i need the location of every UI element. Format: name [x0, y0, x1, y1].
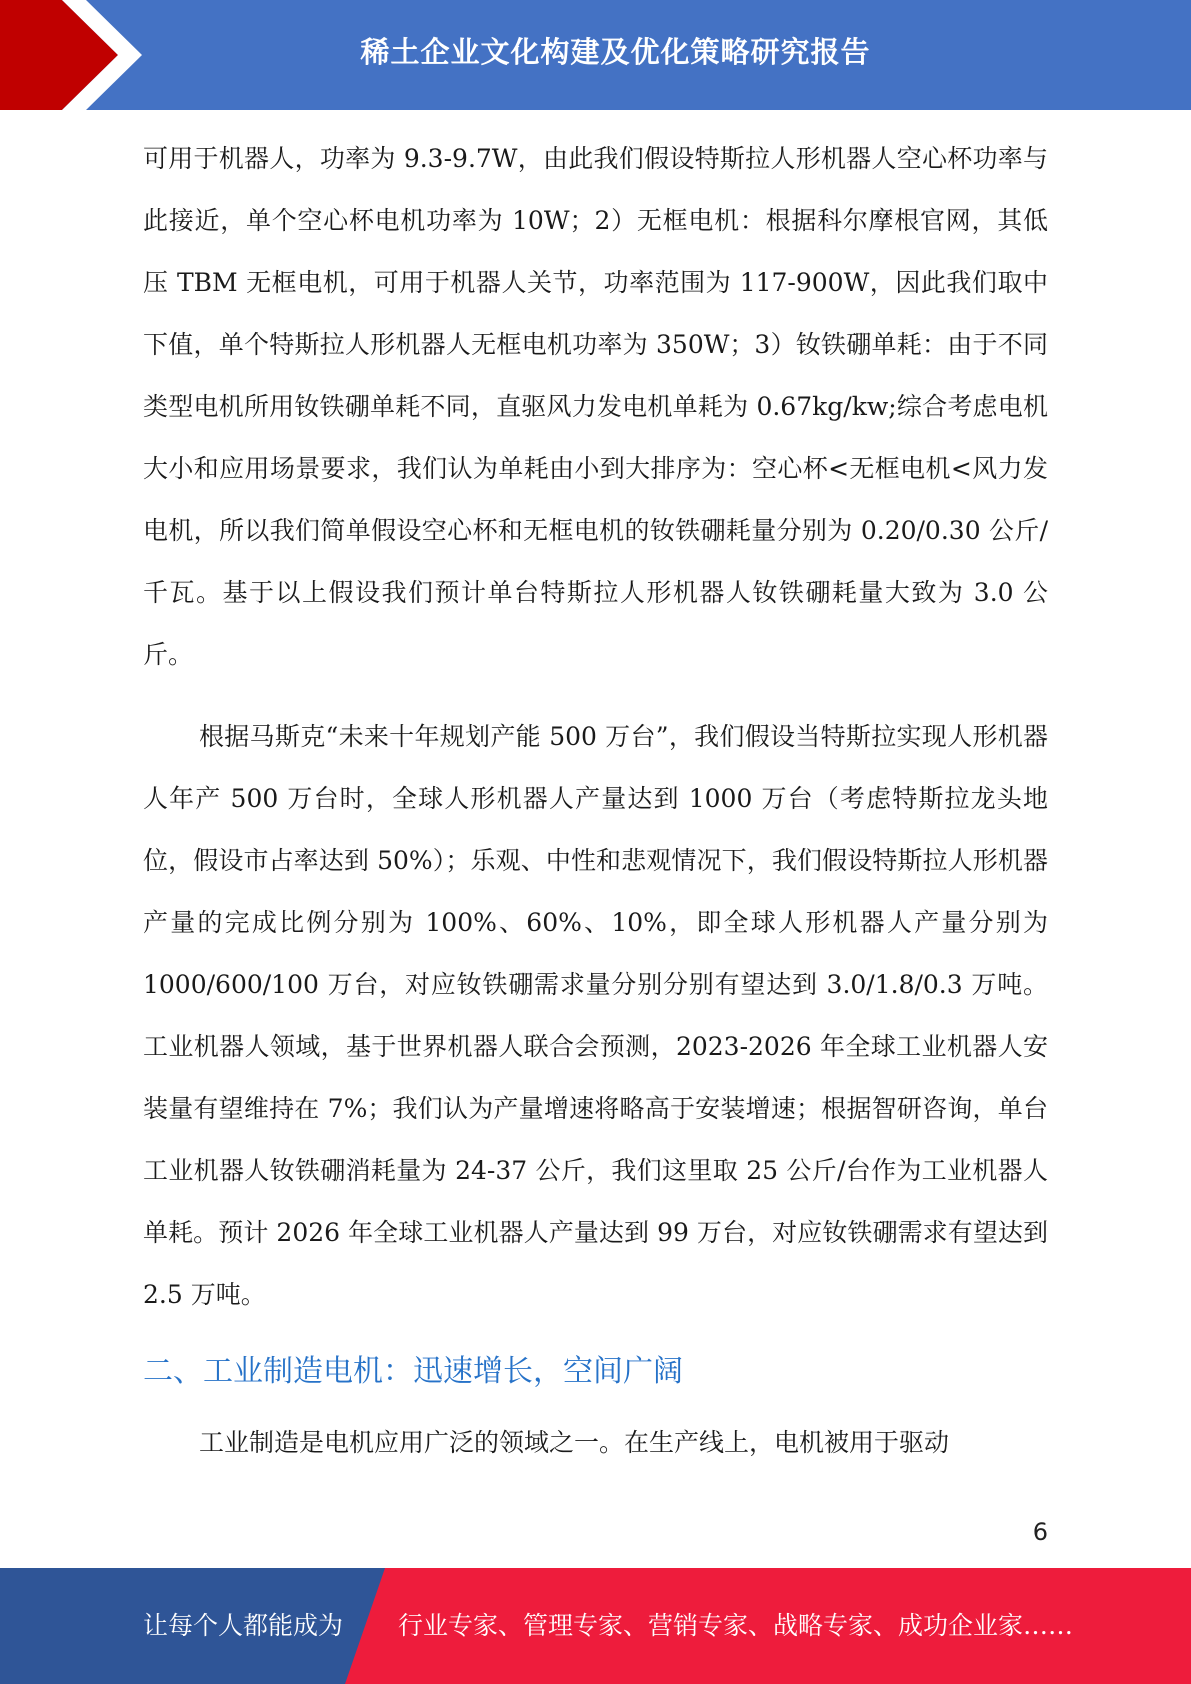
body-paragraph-2: 根据马斯克“未来十年规划产能 500 万台”，我们假设当特斯拉实现人形机器人年产 500 万台时，全球人形机器人产量达到 1000 万台（考虑特斯拉龙头地位，假设市占率达到 50%）；乐观、中性和悲观情况下，我们假设特斯拉人形机器产量的完成比例分别为 100%、60%、10%，即全球人形机器人产量分别为 1000/600/100 万台，对应钕铁硼需求量分别分别有望达到 3.0/1.8/0.3 万吨。工业机器人领域，基于世界机器人联合会预测，2023-2026 年全球工业机器人安装量有望维持在 7%；我们认为产量增速将略高于安装增速；根据智研咨询，单台工业机器人钕铁硼消耗量为 24-37 公斤，我们这里取 25 公斤/台作为工业机器人单耗。预计 2026 年全球工业机器人产量达到 99 万台，对应钕铁硼需求有望达到 2.5 万吨。 [143, 722, 1048, 1309]
footer-slogan-right: 行业专家、管理专家、营销专家、战略专家、成功企业家…… [398, 1611, 1074, 1640]
body-paragraph-1: 可用于机器人，功率为 9.3-9.7W，由此我们假设特斯拉人形机器人空心杯功率与此接近，单个空心杯电机功率为 10W；2）无框电机：根据科尔摩根官网，其低压 TBM 无框电机，可用于机器人关节，功率范围为 117-900W，因此我们取中下值，单个特斯拉人形机器人无框电机功率为 350W；3）钕铁硼单耗：由于不同类型电机所用钕铁硼单耗不同，直驱风力发电机单耗为 0.67kg/kw;综合考虑电机大小和应用场景要求，我们认为单耗由小到大排序为：空心杯<无框电机<风力发电机，所以我们简单假设空心杯和无框电机的钕铁硼耗量分别为 0.20/0.30 公斤/千瓦。基于以上假设我们预计单台特斯拉人形机器人钕铁硼耗量大致为 3.0 公斤。 [143, 144, 1048, 669]
page-number: 6 [1032, 1518, 1048, 1546]
body-paragraph-3: 工业制造是电机应用广泛的领域之一。在生产线上，电机被用于驱动 [199, 1428, 950, 1457]
header-arrow-icon [0, 0, 160, 110]
footer-slogan-left: 让每个人都能成为 [143, 1611, 344, 1640]
footer-banner [0, 1568, 1191, 1684]
document-title: 稀土企业文化构建及优化策略研究报告 [360, 34, 871, 69]
document-body [143, 128, 1048, 1474]
section-heading: 二、工业制造电机：迅速增长，空间广阔 [143, 1354, 683, 1389]
header-banner [0, 0, 1191, 110]
